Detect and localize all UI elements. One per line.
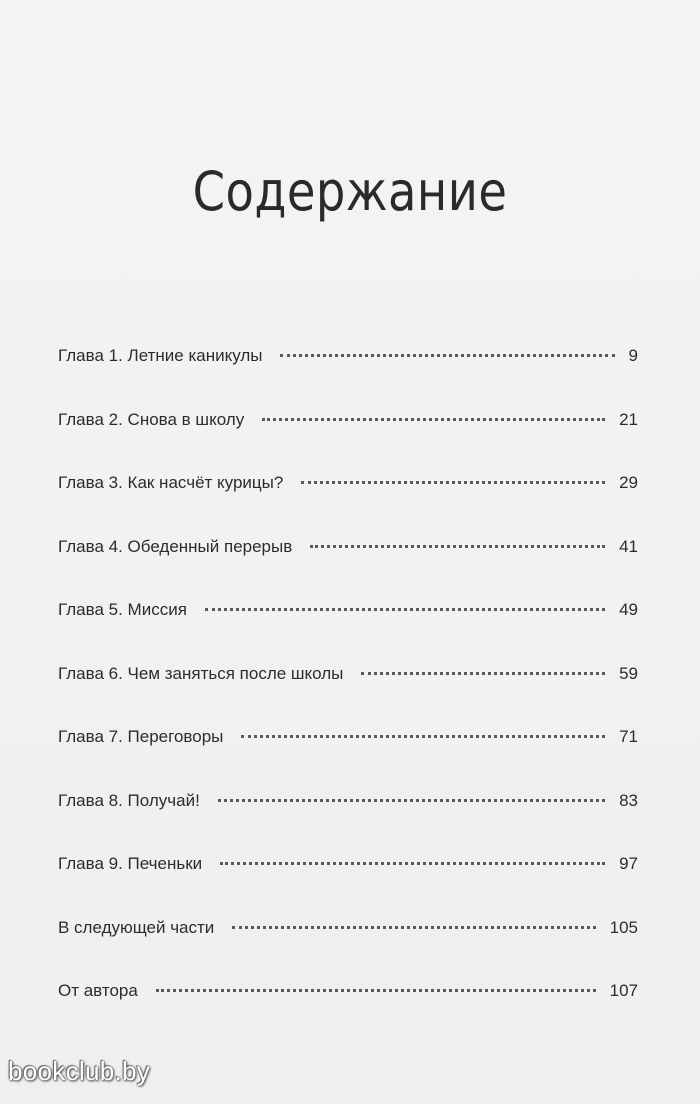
- dot-leader: [301, 481, 605, 484]
- toc-entry: [58, 537, 638, 601]
- page-title: Содержание: [192, 160, 508, 223]
- toc-entry: [58, 346, 638, 410]
- site-watermark: bookclub.by: [8, 1056, 151, 1086]
- dot-leader: [280, 354, 614, 357]
- toc-entry: [58, 981, 638, 1045]
- toc-entry-label: В следующей части: [58, 917, 215, 937]
- toc-entry: [58, 410, 638, 474]
- toc-entry-page: 41: [619, 536, 638, 556]
- dot-leader: [361, 672, 605, 675]
- dot-leader: [241, 735, 605, 738]
- toc-entry-label: Глава 1. Летние каникулы: [58, 346, 263, 365]
- toc-entry: [58, 918, 638, 982]
- dot-leader: [310, 545, 605, 548]
- toc-entry-page: 9: [628, 346, 638, 365]
- dot-leader: [205, 608, 605, 611]
- toc-entry-label: От автора: [58, 981, 138, 1000]
- toc-entry-label: Глава 6. Чем заняться после школы: [58, 663, 344, 683]
- toc-entry-page: 59: [619, 663, 638, 683]
- dot-leader: [156, 989, 596, 992]
- toc-entry-page: 71: [619, 727, 638, 746]
- dot-leader: [218, 799, 605, 802]
- toc-entry-page: 21: [619, 409, 638, 429]
- toc-entry-page: 49: [619, 600, 638, 619]
- toc-entry-page: 29: [619, 473, 638, 492]
- toc-entry-page: 105: [609, 917, 638, 937]
- toc-entry-label: Глава 8. Получай!: [58, 790, 200, 810]
- toc-entry: [58, 727, 638, 791]
- toc-entry: [58, 791, 638, 855]
- dot-leader: [220, 862, 605, 865]
- toc-entry-label: Глава 2. Снова в школу: [58, 409, 245, 429]
- toc-entry: [58, 854, 638, 918]
- dot-leader: [262, 418, 605, 421]
- toc-entry-page: 107: [609, 981, 638, 1000]
- table-of-contents: [58, 346, 638, 1045]
- toc-entry-page: 97: [619, 854, 638, 873]
- toc-entry-label: Глава 9. Печеньки: [58, 854, 203, 873]
- toc-entry-label: Глава 7. Переговоры: [58, 727, 224, 746]
- toc-entry-label: Глава 3. Как насчёт курицы?: [58, 473, 284, 492]
- toc-entry-label: Глава 4. Обеденный перерыв: [58, 536, 293, 556]
- toc-entry-page: 83: [619, 790, 638, 810]
- toc-entry: [58, 473, 638, 537]
- dot-leader: [232, 926, 595, 929]
- toc-entry: [58, 664, 638, 728]
- toc-entry-label: Глава 5. Миссия: [58, 600, 187, 619]
- toc-entry: [58, 600, 638, 664]
